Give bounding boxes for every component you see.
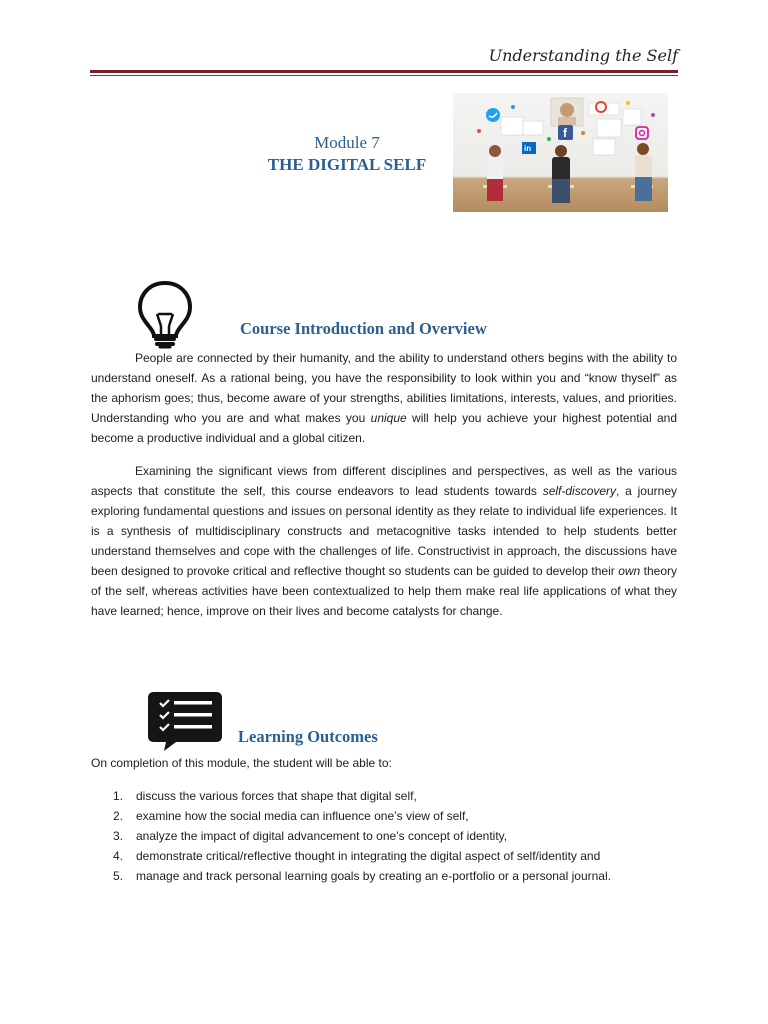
instagram-icon: [636, 127, 648, 139]
list-item-text: analyze the impact of digital advancement to one’s concept of identity,: [136, 829, 508, 843]
intro-p2-text-a: Examining the significant views from different disciplines and perspectives, as well as the various aspects that constitute the self, this course endeavors to lead students towards: [91, 464, 677, 498]
intro-p1-emphasis: unique: [370, 411, 407, 425]
header-rule-thick: [90, 70, 678, 73]
header-rule-thin: [90, 75, 678, 76]
list-item: [91, 786, 677, 806]
intro-heading: Course Introduction and Overview: [240, 319, 487, 338]
module-title-block: [246, 132, 448, 176]
svg-text:in: in: [524, 144, 532, 153]
list-item-number: 4.: [113, 849, 124, 863]
module-title: THE DIGITAL SELF: [267, 155, 427, 174]
list-item-text: manage and track personal learning goals by creating an e-portfolio or a personal journal.: [136, 869, 611, 883]
hero-svg: [453, 93, 668, 212]
list-item-number: 2.: [113, 809, 124, 823]
module-number: Module 7: [314, 133, 380, 152]
list-item: [91, 846, 677, 866]
list-item-number: 1.: [113, 789, 124, 803]
learning-outcomes-intro: On completion of this module, the student will be able to:: [91, 756, 392, 770]
svg-text:f: f: [563, 126, 567, 140]
list-item-number: 5.: [113, 869, 124, 883]
list-item: [91, 826, 677, 846]
learning-outcomes-heading: Learning Outcomes: [238, 727, 378, 746]
list-item-text: discuss the various forces that shape that digital self,: [136, 789, 417, 803]
intro-paragraph-2: [91, 461, 677, 621]
intro-p1-text-b: will help you achieve your highest potential and become a productive individual and a global citizen.: [91, 411, 677, 445]
intro-p2-text-b: , a journey exploring fundamental questions and issues on personal identity as they relate to individual life experiences. It is a synthesis of multidisciplinary constructs and metacognitive tasks intended to help students better understand themselves and cope with the challenges of life. Constructivist in approach, the discussions have been designed to provoke critical and reflective thought so students can be guided to develop their: [91, 484, 677, 578]
running-header: Understanding the Self: [488, 46, 678, 65]
checklist-speech-icon: [146, 690, 224, 757]
list-item-text: examine how the social media can influence one’s view of self,: [136, 809, 469, 823]
intro-p2-emphasis-2: own: [618, 564, 641, 578]
digital-self-illustration: [453, 93, 668, 212]
intro-p2-emphasis-1: self-discovery: [542, 484, 617, 498]
list-item-number: 3.: [113, 829, 124, 843]
linkedin-icon: [522, 142, 536, 154]
facebook-icon: [558, 125, 573, 140]
learning-outcomes-list: [91, 786, 677, 886]
twitter-icon: [486, 108, 500, 122]
intro-paragraph-1: [91, 348, 677, 448]
list-item: [91, 866, 677, 886]
list-item-text: demonstrate critical/reflective thought in integrating the digital aspect of self/identity and: [136, 849, 601, 863]
list-item: [91, 806, 677, 826]
intro-p1-text-a: People are connected by their humanity, and the ability to understand others begins with the ability to understand oneself. As a rational being, you have the responsibility to look within you and “know thyself” as the aphorism goes; thus, become aware of your strengths, abilities limitations, interests, values, and priorities. Understanding who you are and what makes you: [91, 351, 677, 425]
lightbulb-icon: [134, 278, 196, 355]
intro-p2-text-c: theory of the self, whereas activities have been contextualized to help them make real life applications of what they have learned; hence, improve on their lives and become catalysts for change.: [91, 564, 677, 618]
